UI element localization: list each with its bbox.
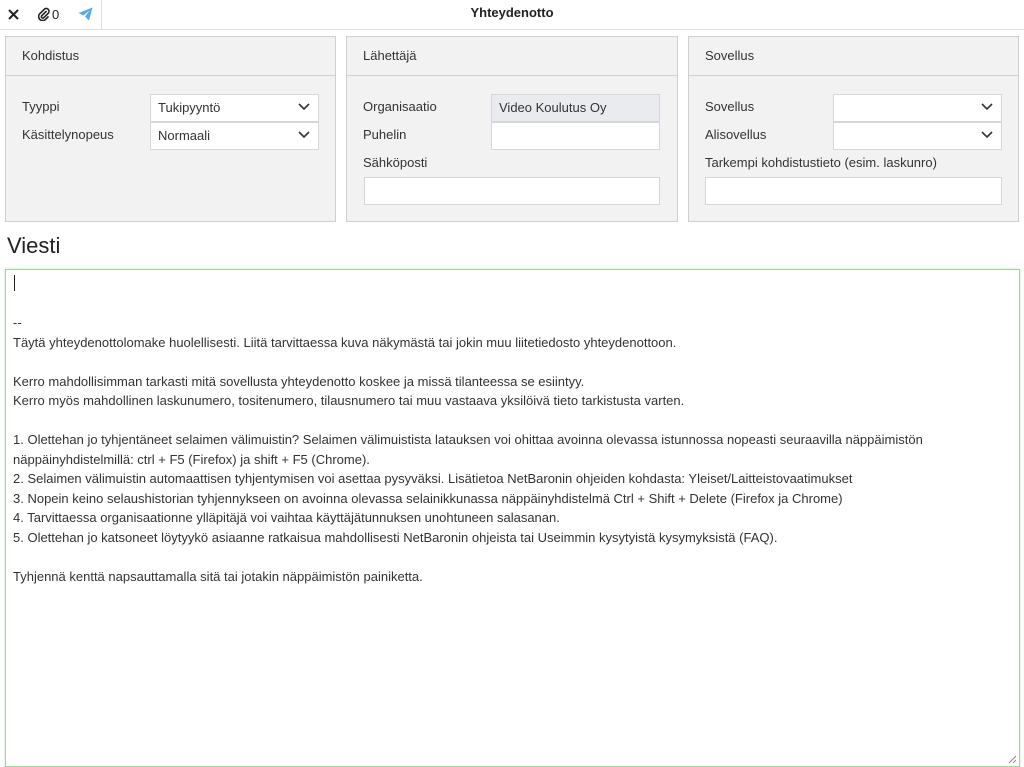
attachment-count: 0 [52, 6, 60, 22]
speed-label: Käsittelynopeus [22, 127, 114, 142]
kohdistus-panel [5, 36, 336, 222]
message-line [13, 352, 1003, 372]
sovellus-panel [688, 36, 1019, 222]
message-line: Tyhjennä kenttä napsauttamalla sitä tai jotakin näppäimistön painiketta. [13, 568, 423, 584]
app-select[interactable] [833, 94, 1002, 122]
lahettaja-header: Lähettäjä [347, 37, 677, 76]
org-field [491, 94, 660, 122]
resize-handle-icon[interactable] [1008, 755, 1017, 764]
detail-field[interactable] [705, 177, 1002, 205]
message-line: 2. Selaimen välimuistin automaattisen tyhjentymisen voi asettaa pysyväksi. Lisätietoa NetBaronin ohjeiden kohdasta: Yleiset/Laitteistovaatimukset [13, 471, 853, 486]
message-textarea[interactable] [5, 269, 1020, 767]
message-line: 4. Tarvittaessa organisaationne ylläpitäjä voi vaihtaa käyttäjätunnuksen unohtuneen salasanan. [13, 510, 560, 525]
chevron-down-icon [981, 131, 993, 139]
phone-label: Puhelin [363, 127, 407, 142]
message-line: Kerro mahdollisimman tarkasti mitä sovellusta yhteydenotto koskee ja missä tilanteessa se esiintyy. [13, 373, 585, 389]
email-label: Sähköposti [363, 155, 428, 170]
page-title: Yhteydenotto [470, 5, 554, 20]
chevron-down-icon [298, 103, 310, 111]
top-toolbar [0, 0, 1024, 30]
app-label: Sovellus [705, 99, 755, 114]
lahettaja-panel [346, 36, 678, 222]
type-select[interactable] [150, 94, 319, 122]
speed-select[interactable] [150, 122, 319, 150]
message-line: Kerro myös mahdollinen laskunumero, tositenumero, tilausnumero tai muu vastaava yksilöivä tieto tarkistusta varten. [13, 393, 685, 408]
message-line [13, 411, 1003, 431]
message-line: 1. Olettehan jo tyhjentäneet selaimen välimuistin? Selaimen välimuistista latauksen voi ohittaa avoinna olevassa istunnossa nopeasti seuraavilla näppäimistön [13, 432, 923, 447]
message-line: Täytä yhteydenottolomake huolellisesti. Liitä tarvittaessa kuva näkymästä tai jokin muu liitetiedosto yhteydenottoon. [13, 334, 677, 350]
chevron-down-icon [981, 103, 993, 111]
detail-label: Tarkempi kohdistustieto (esim. laskunro) [705, 155, 937, 170]
message-heading: Viesti [7, 233, 61, 258]
message-line: 3. Nopein keino selaushistorian tyhjennykseen on avoinna olevassa selainikkunassa näppäinyhdistelmä Ctrl + Shift + Delete (Firefox ja Chrome) [13, 490, 843, 506]
speed-select-value: Normaali [158, 128, 211, 143]
type-label: Tyyppi [22, 99, 60, 114]
org-field-value: Video Koulutus Oy [499, 100, 607, 115]
phone-field[interactable] [491, 122, 660, 150]
type-select-value: Tukipyyntö [158, 100, 221, 115]
text-caret [14, 275, 15, 291]
message-line: näppäinyhdistelmillä: ctrl + F5 (Firefox) ja shift + F5 (Chrome). [13, 451, 370, 467]
subapp-select[interactable] [833, 122, 1002, 150]
message-line: 5. Olettehan jo katsoneet löytyykö asiaanne ratkaisua mahdollisesti NetBaronin ohjeista tai Useimmin kysytyistä kysymyksistä (FAQ). [13, 529, 778, 545]
message-line: -- [13, 315, 22, 330]
message-text [13, 313, 1003, 586]
org-label: Organisaatio [363, 99, 437, 114]
chevron-down-icon [298, 131, 310, 139]
email-field[interactable] [364, 177, 660, 205]
sovellus-header: Sovellus [689, 37, 1018, 76]
subapp-label: Alisovellus [705, 127, 767, 142]
kohdistus-header: Kohdistus [6, 37, 335, 76]
message-line [13, 547, 1003, 567]
